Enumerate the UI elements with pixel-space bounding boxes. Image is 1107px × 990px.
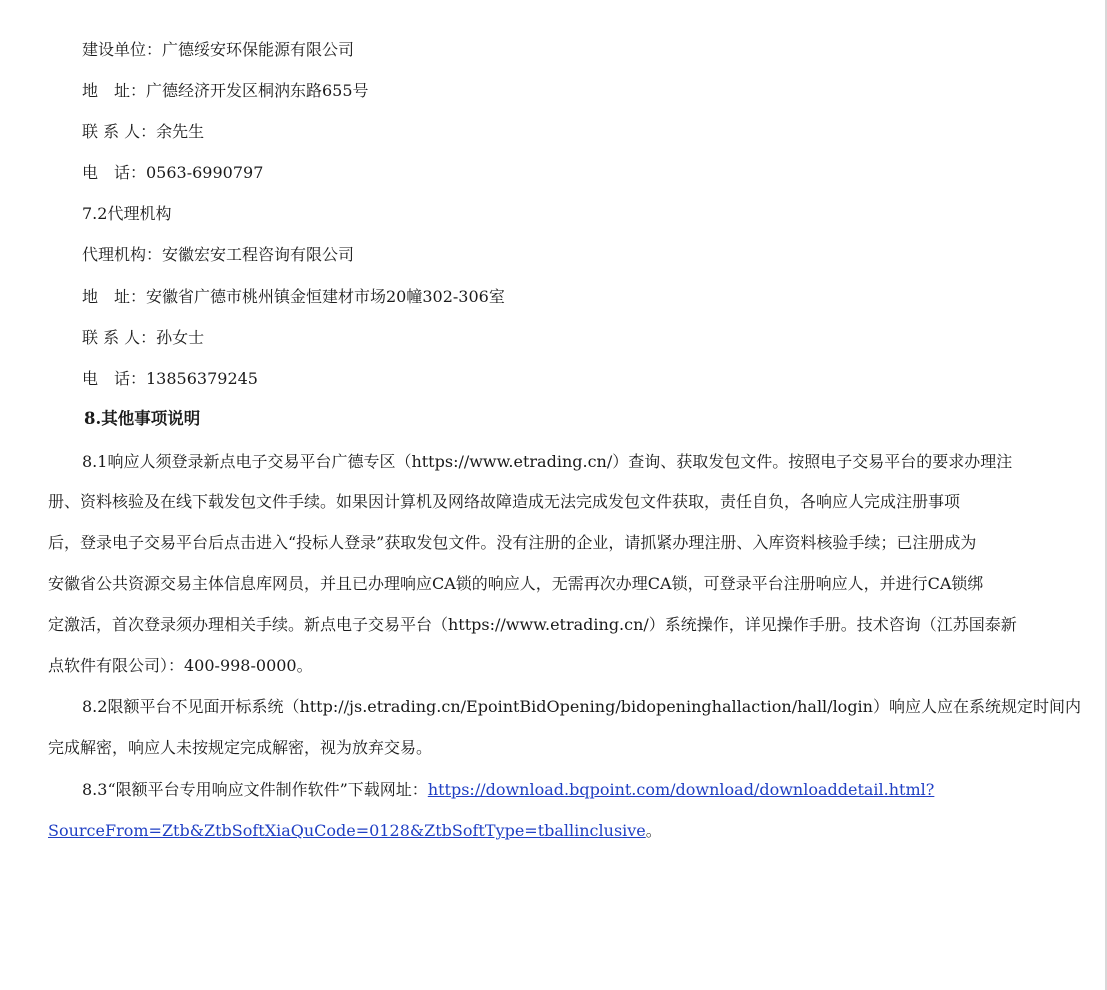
paragraph-line: 后，登录电子交易平台后点击进入“投标人登录”获取发包文件。没有注册的企业，请抓紧办理注册、入库资料核验手续；已注册成为 <box>48 533 977 552</box>
paragraph-line: 安徽省公共资源交易主体信息库网员，并且已办理响应CA锁的响应人，无需再次办理CA锁，可登录平台注册响应人，并进行CA锁绑 <box>48 574 984 593</box>
paragraph-line: 定激活，首次登录须办理相关手续。新点电子交易平台（https://www.etrading.cn/）系统操作，详见操作手册。技术咨询（江苏国泰新 <box>48 615 1017 634</box>
download-prefix: 8.3“限额平台专用响应文件制作软件”下载网址： <box>82 780 428 799</box>
agency-heading: 7.2代理机构 <box>82 204 172 223</box>
paragraph-line: 册、资料核验及在线下载发包文件手续。如果因计算机及网络故障造成无法完成发包文件获取，责任自负，各响应人完成注册事项 <box>48 492 961 511</box>
paragraph-line: 8.2限额平台不见面开标系统（http://js.etrading.cn/EpointBidOpening/bidopeninghallaction/hall/login）响应人应在系统规定时间内 <box>82 697 1081 716</box>
agency-name: 代理机构：安徽宏安工程咨询有限公司 <box>82 245 355 264</box>
agency-phone: 电 话：13856379245 <box>82 369 258 388</box>
download-line-2 <box>48 821 662 841</box>
builder-phone: 电 话：0563-6990797 <box>82 163 264 182</box>
paragraph-line: 点软件有限公司）：400-998-0000。 <box>48 656 313 675</box>
download-link[interactable]: https://download.bqpoint.com/download/downloaddetail.html? <box>427 780 935 799</box>
builder-unit: 建设单位：广德绥安环保能源有限公司 <box>82 40 355 59</box>
agency-address: 地 址：安徽省广德市桃州镇金恒建材市场20幢302-306室 <box>82 287 505 306</box>
download-suffix: 。 <box>645 821 662 840</box>
download-link-continued[interactable]: SourceFrom=Ztb&ZtbSoftXiaQuCode=0128&ZtbSoftType=tballinclusive <box>48 821 646 840</box>
builder-contact: 联 系 人：余先生 <box>82 122 205 141</box>
paragraph-line: 完成解密，响应人未按规定完成解密，视为放弃交易。 <box>48 738 433 757</box>
agency-contact: 联 系 人：孙女士 <box>82 328 205 347</box>
builder-address: 地 址：广德经济开发区桐汭东路655号 <box>82 81 369 100</box>
section-heading: 8.其他事项说明 <box>84 409 201 428</box>
download-line <box>82 780 934 800</box>
paragraph-line: 8.1响应人须登录新点电子交易平台广德专区（https://www.etrading.cn/）查询、获取发包文件。按照电子交易平台的要求办理注 <box>82 452 1013 471</box>
